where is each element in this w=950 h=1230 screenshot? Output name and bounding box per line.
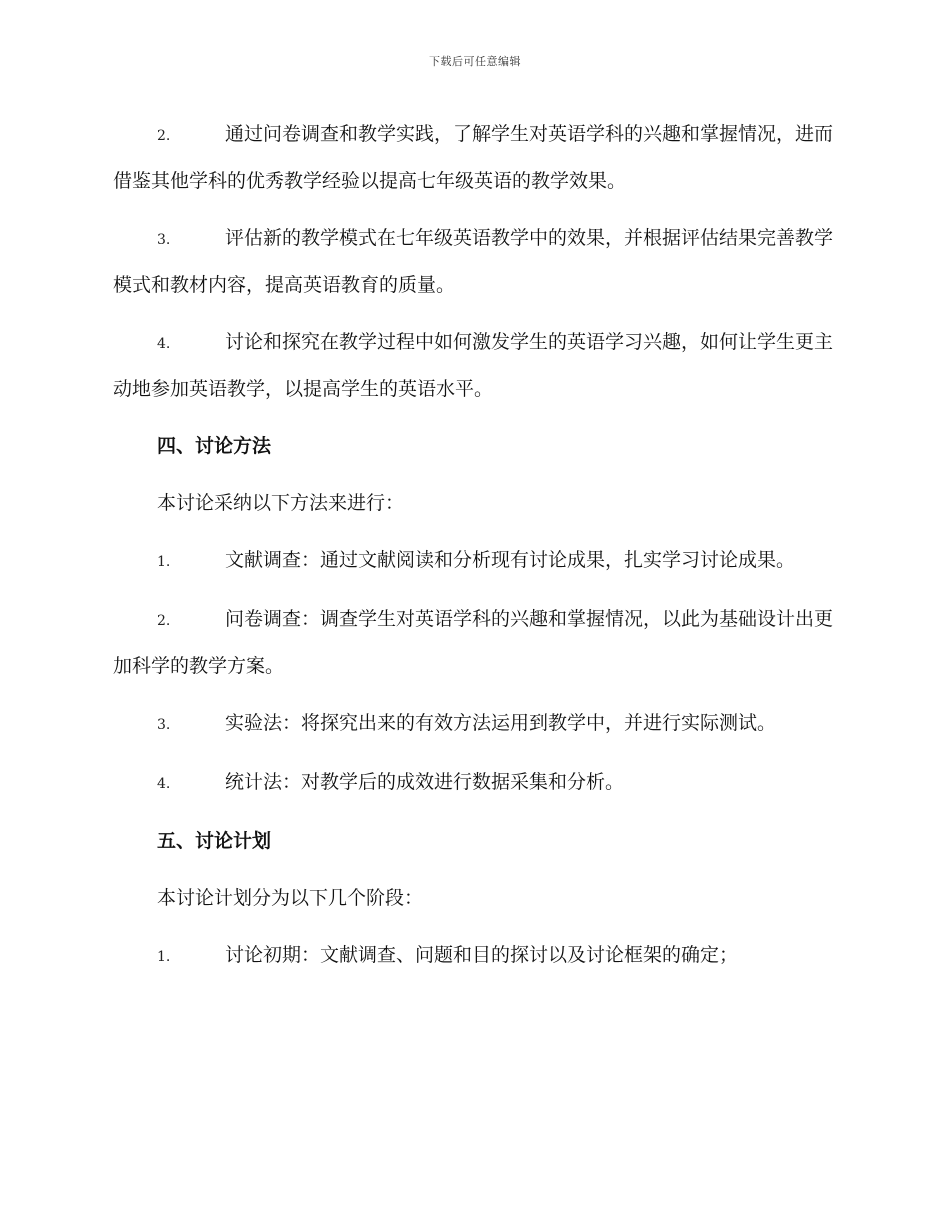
- list-item: [113, 538, 838, 585]
- section-heading-plan: 五、讨论计划: [157, 830, 272, 852]
- list-number: 4.: [157, 336, 171, 352]
- list-item: [113, 760, 838, 807]
- section-intro-methods: 本讨论采纳以下方法来进行：: [157, 492, 405, 514]
- list-text: 实验法：将探究出来的有效方法运用到教学中，并进行实际测试。: [225, 712, 777, 734]
- document-body: [113, 112, 838, 992]
- list-number: 2.: [157, 128, 171, 144]
- list-item: [113, 112, 838, 204]
- list-text: 通过问卷调查和教学实践，了解学生对英语学科的兴趣和掌握情况，进而借鉴其他学科的优秀教学经验以提高七年级英语的教学效果。: [113, 123, 834, 192]
- list-text: 文献调查：通过文献阅读和分析现有讨论成果，扎实学习讨论成果。: [225, 549, 796, 571]
- list-number: 1.: [157, 949, 171, 965]
- list-item: [113, 320, 838, 412]
- list-text: 统计法：对教学后的成效进行数据采集和分析。: [225, 771, 625, 793]
- list-item: [113, 933, 838, 980]
- list-item: [113, 701, 838, 748]
- section-intro-plan: 本讨论计划分为以下几个阶段：: [157, 887, 424, 909]
- list-number: 1.: [157, 554, 171, 570]
- list-text: 讨论和探究在教学过程中如何激发学生的英语学习兴趣，如何让学生更主动地参加英语教学，以提高学生的英语水平。: [113, 331, 834, 400]
- list-number: 4.: [157, 776, 171, 792]
- list-number: 3.: [157, 717, 171, 733]
- page-header: 下载后可任意编辑: [429, 55, 521, 68]
- section-heading-methods: 四、讨论方法: [157, 435, 272, 457]
- list-number: 3.: [157, 232, 171, 248]
- list-number: 2.: [157, 613, 171, 629]
- list-text: 评估新的教学模式在七年级英语教学中的效果，并根据评估结果完善教学模式和教材内容，提高英语教育的质量。: [113, 227, 834, 296]
- list-text: 问卷调查：调查学生对英语学科的兴趣和掌握情况，以此为基础设计出更加科学的教学方案。: [113, 608, 834, 677]
- list-item: [113, 216, 838, 308]
- list-text: 讨论初期：文献调查、问题和目的探讨以及讨论框架的确定；: [225, 944, 739, 966]
- list-item: [113, 597, 838, 689]
